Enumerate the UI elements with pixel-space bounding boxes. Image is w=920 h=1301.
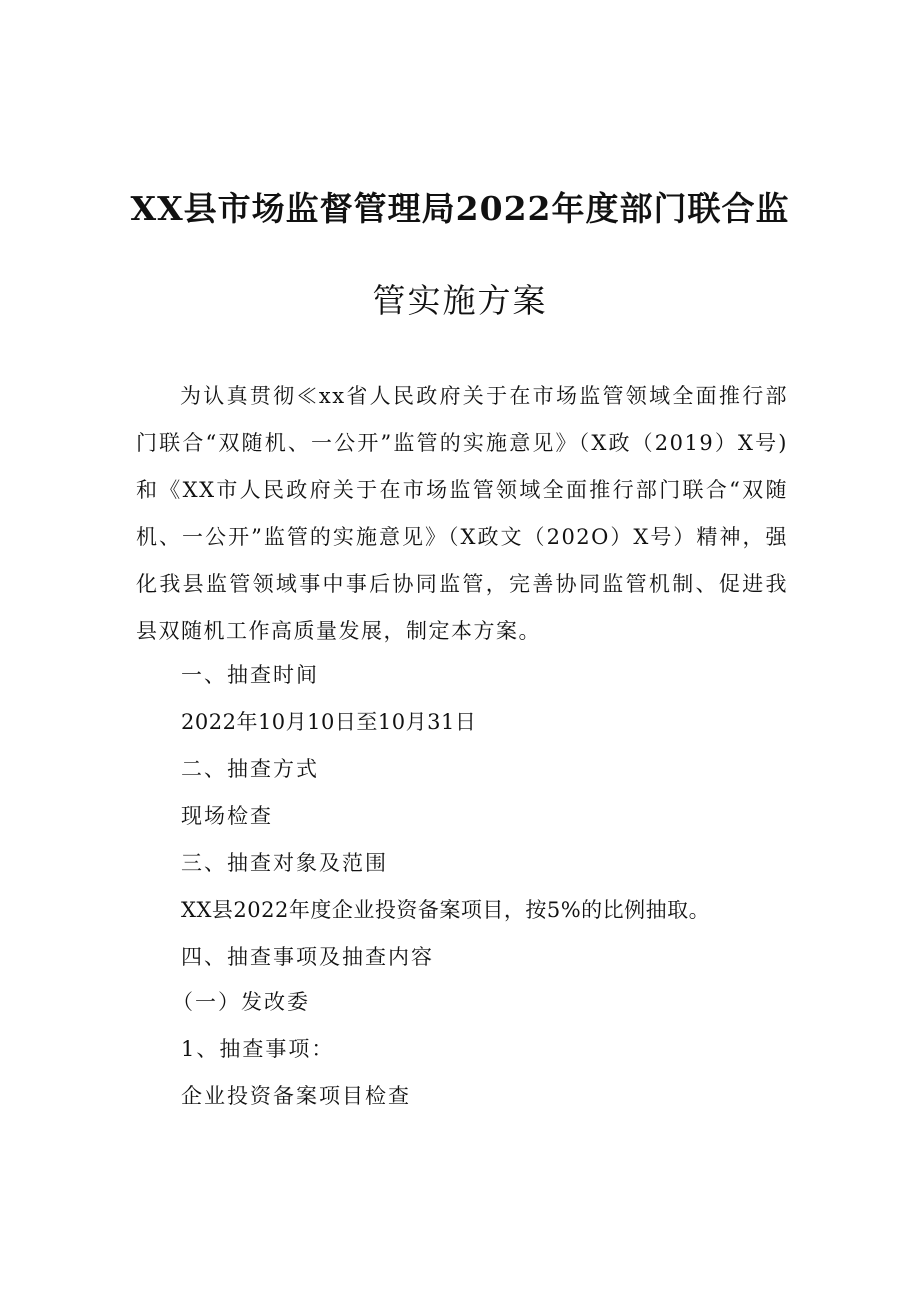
section-method-heading: 二、抽查方式 bbox=[181, 757, 319, 781]
item-heading: 1、抽查事项： bbox=[181, 1037, 335, 1061]
intro-paragraph: 为认真贯彻≪xx省人民政府关于在市场监管领域全面推行部门联合“双随机、一公开”监管的实施意见》（X政（2019）X号)和《XX市人民政府关于在市场监管领域全面推行部门联合“双随机、一公开”监管的实施意见》（X政文（202O）X号）精神，强化我县监管领域事中事后协同监管，完善协同监管机制、促进我县双随机工作高质量发展，制定本方案。 bbox=[136, 384, 788, 643]
section-method-value: 现场检查 bbox=[181, 804, 273, 828]
document-title-line-2: 管实施方案 bbox=[372, 281, 548, 320]
section-time-heading: 一、抽查时间 bbox=[181, 663, 319, 687]
document-title-line-1: XX县市场监督管理局2022年度部门联合监 bbox=[130, 189, 790, 228]
item-value: 企业投资备案项目检查 bbox=[181, 1084, 411, 1108]
section-time-value: 2022年10月10日至10月31日 bbox=[181, 710, 477, 734]
section-items-heading: 四、抽查事项及抽查内容 bbox=[181, 945, 434, 969]
subsection-heading: （一）发改委 bbox=[172, 990, 310, 1014]
section-scope-heading: 三、抽查对象及范围 bbox=[181, 851, 388, 875]
section-scope-value: XX县2022年度企业投资备案项目，按5%的比例抽取。 bbox=[181, 898, 711, 922]
